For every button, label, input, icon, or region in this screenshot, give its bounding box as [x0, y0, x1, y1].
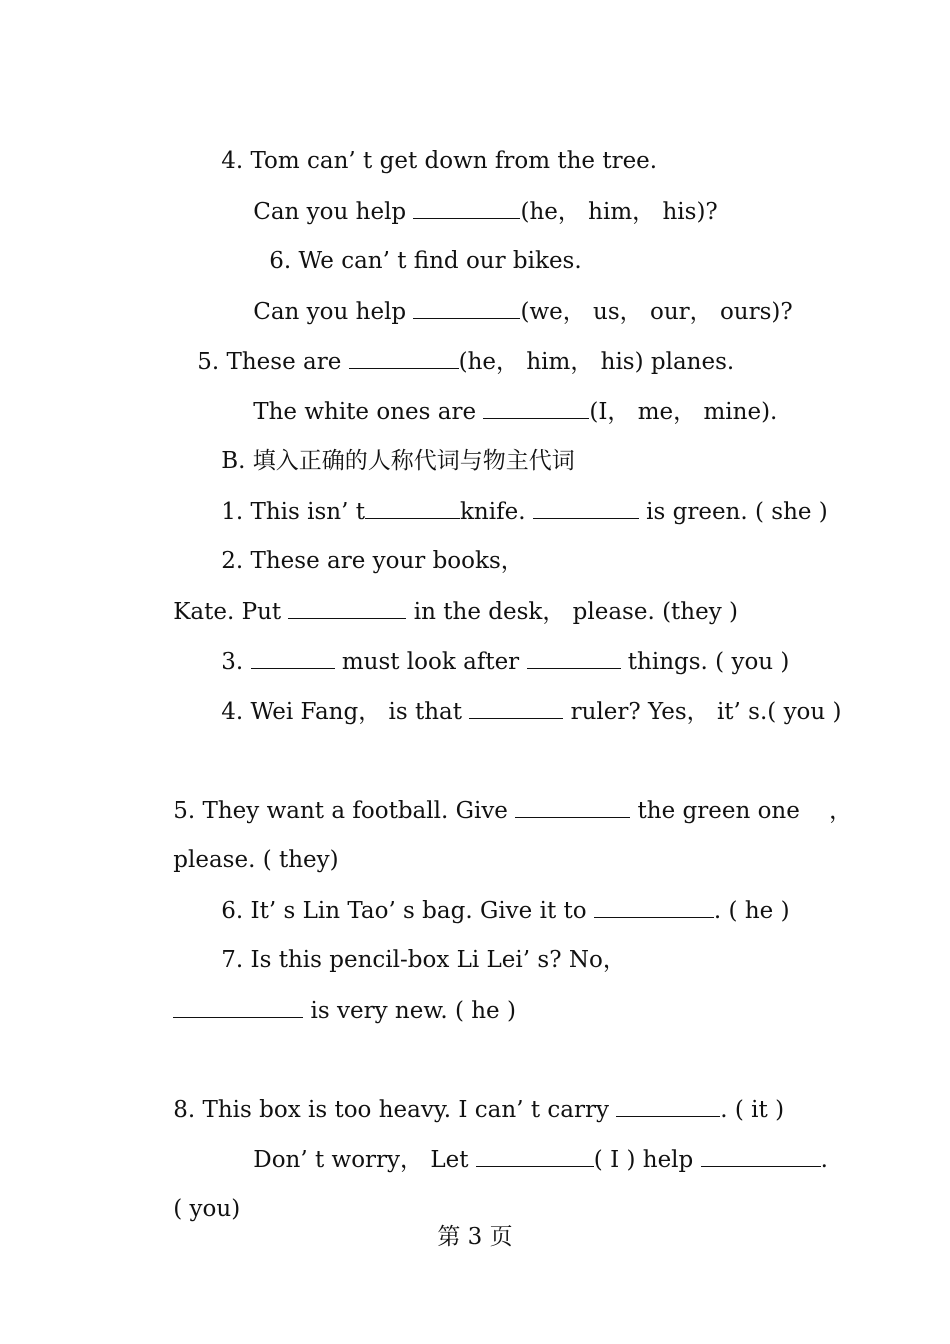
question-b7-line2: is very new. ( he ): [144, 965, 516, 995]
answer-blank[interactable]: [173, 995, 303, 1018]
question-b5-line2: please. ( they): [173, 847, 339, 873]
question-a4-line1: 4. Tom can’ t get down from the tree.: [221, 148, 658, 174]
answer-blank[interactable]: [533, 496, 639, 519]
question-a6-line1: 6. We can’ t find our bikes.: [269, 248, 582, 274]
page-number: 第 3 页: [437, 1224, 513, 1250]
question-b7-line1: 7. Is this pencil-box Li Lei’ s? No，: [221, 947, 626, 973]
answer-blank[interactable]: [469, 696, 563, 719]
question-b6: 6. It’ s Lin Tao’ s bag. Give it to . ( he ): [192, 865, 790, 895]
question-a5-line2: The white ones are (I， me， mine).: [224, 366, 777, 396]
question-b8-line1: 8. This box is too heavy. I can’ t carry . ( it ): [144, 1064, 784, 1094]
question-b1: 1. This isn’ t knife. is green. ( she ): [192, 466, 828, 496]
answer-blank[interactable]: [515, 795, 630, 818]
question-b2-line2: Kate. Put in the desk， please. (they ): [144, 566, 738, 596]
question-b2-line1: 2. These are your books，: [221, 548, 524, 574]
answer-blank[interactable]: [476, 1144, 594, 1167]
question-b4: 4. Wei Fang， is that ruler? Yes， it’ s.( you ): [192, 666, 842, 696]
answer-blank[interactable]: [701, 1144, 821, 1167]
question-a5-line1: 5. These are (he， him， his) planes.: [168, 316, 734, 346]
question-b8-line2: Don’ t worry， Let ( I ) help .: [224, 1114, 828, 1144]
question-a6-line2: Can you help (we， us， our， ours)?: [224, 266, 793, 296]
question-b8-line3: ( you): [173, 1196, 241, 1222]
question-a4-line2: Can you help (he， him， his)?: [224, 166, 718, 196]
section-b-heading: B. 填入正确的人称代词与物主代词: [221, 448, 575, 474]
question-b5-line1: 5. They want a football. Give the green one ，: [144, 765, 852, 795]
question-b3: 3. must look after things. ( you ): [192, 616, 789, 646]
